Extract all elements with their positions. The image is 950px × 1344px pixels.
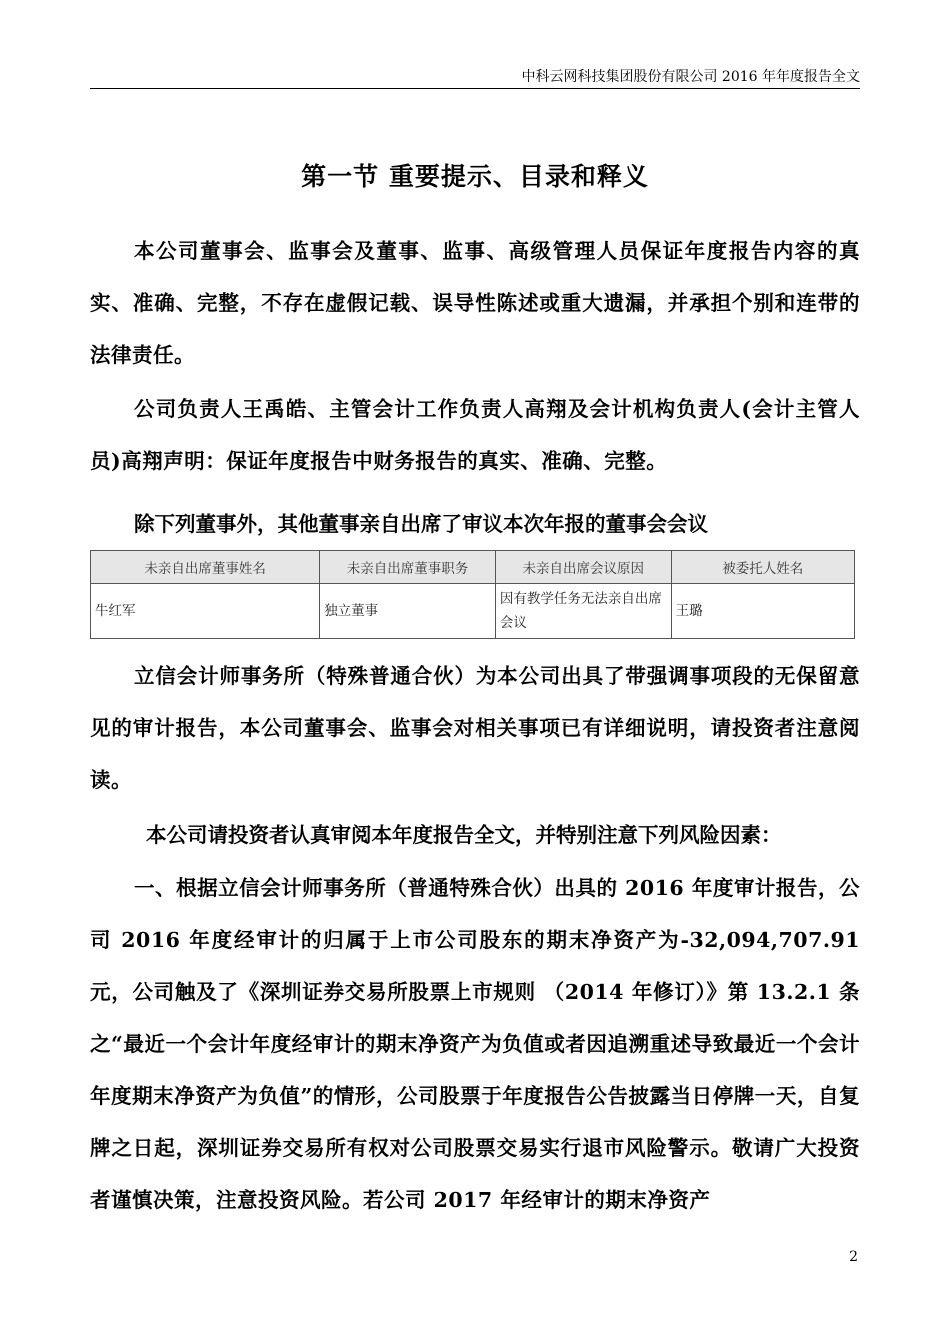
paragraph-risk-intro: 本公司请投资者认真审阅本年度报告全文，并特别注意下列风险因素： <box>146 823 782 847</box>
cell-director-name: 牛红军 <box>91 584 320 639</box>
column-header-proxy: 被委托人姓名 <box>671 551 854 584</box>
page-number: 2 <box>849 1249 858 1265</box>
cell-proxy-name: 王璐 <box>671 584 854 639</box>
cell-absence-reason: 因有教学任务无法亲自出席会议 <box>495 584 671 639</box>
page-title: 第一节 重要提示、目录和释义 <box>301 162 649 191</box>
absent-directors-table <box>90 550 855 639</box>
paragraph-audit-opinion: 立信会计师事务所（特殊普通合伙）为本公司出具了带强调事项段的无保留意见的审计报告，本公司董事会、监事会对相关事项已有详细说明，请投资者注意阅读。 <box>90 664 860 792</box>
paragraph-board-guarantee: 本公司董事会、监事会及董事、监事、高级管理人员保证年度报告内容的真实、准确、完整，不存在虚假记载、误导性陈述或重大遗漏，并承担个别和连带的法律责任。 <box>90 239 860 367</box>
table-header-row <box>91 551 855 584</box>
paragraph-absent-directors: 除下列董事外，其他董事亲自出席了审议本次年报的董事会会议 <box>134 512 708 536</box>
column-header-reason: 未亲自出席会议原因 <box>495 551 671 584</box>
paragraph-risk-one: 一、根据立信会计师事务所（普通特殊合伙）出具的 2016 年度审计报告，公司 2016 年度经审计的归属于上市公司股东的期末净资产为-32,094,707.91 元，公司触及了《深圳证券交易所股票上市规则 （2014 年修订）》第 13.2.1 条之“最近一个会计年度经审计的期末净资产为负值或者因追溯重述导致最近一个会计年度期末净资产为负值”的情形，公司股票于年度报告公告披露当日停牌一天，自复牌之日起，深圳证券交易所有权对公司股票交易实行退市风险警示。敬请广大投资者谨慎决策，注意投资风险。若公司 2017 年经审计的期末净资产 <box>90 876 860 1212</box>
cell-director-position: 独立董事 <box>320 584 496 639</box>
header-divider <box>90 88 860 89</box>
document-header: 中科云网科技集团股份有限公司 2016 年年度报告全文 <box>521 69 860 85</box>
table-row <box>91 584 855 639</box>
column-header-position: 未亲自出席董事职务 <box>320 551 496 584</box>
column-header-name: 未亲自出席董事姓名 <box>91 551 320 584</box>
paragraph-financial-statement: 公司负责人王禹皓、主管会计工作负责人高翔及会计机构负责人(会计主管人员)高翔声明：保证年度报告中财务报告的真实、准确、完整。 <box>90 397 860 473</box>
